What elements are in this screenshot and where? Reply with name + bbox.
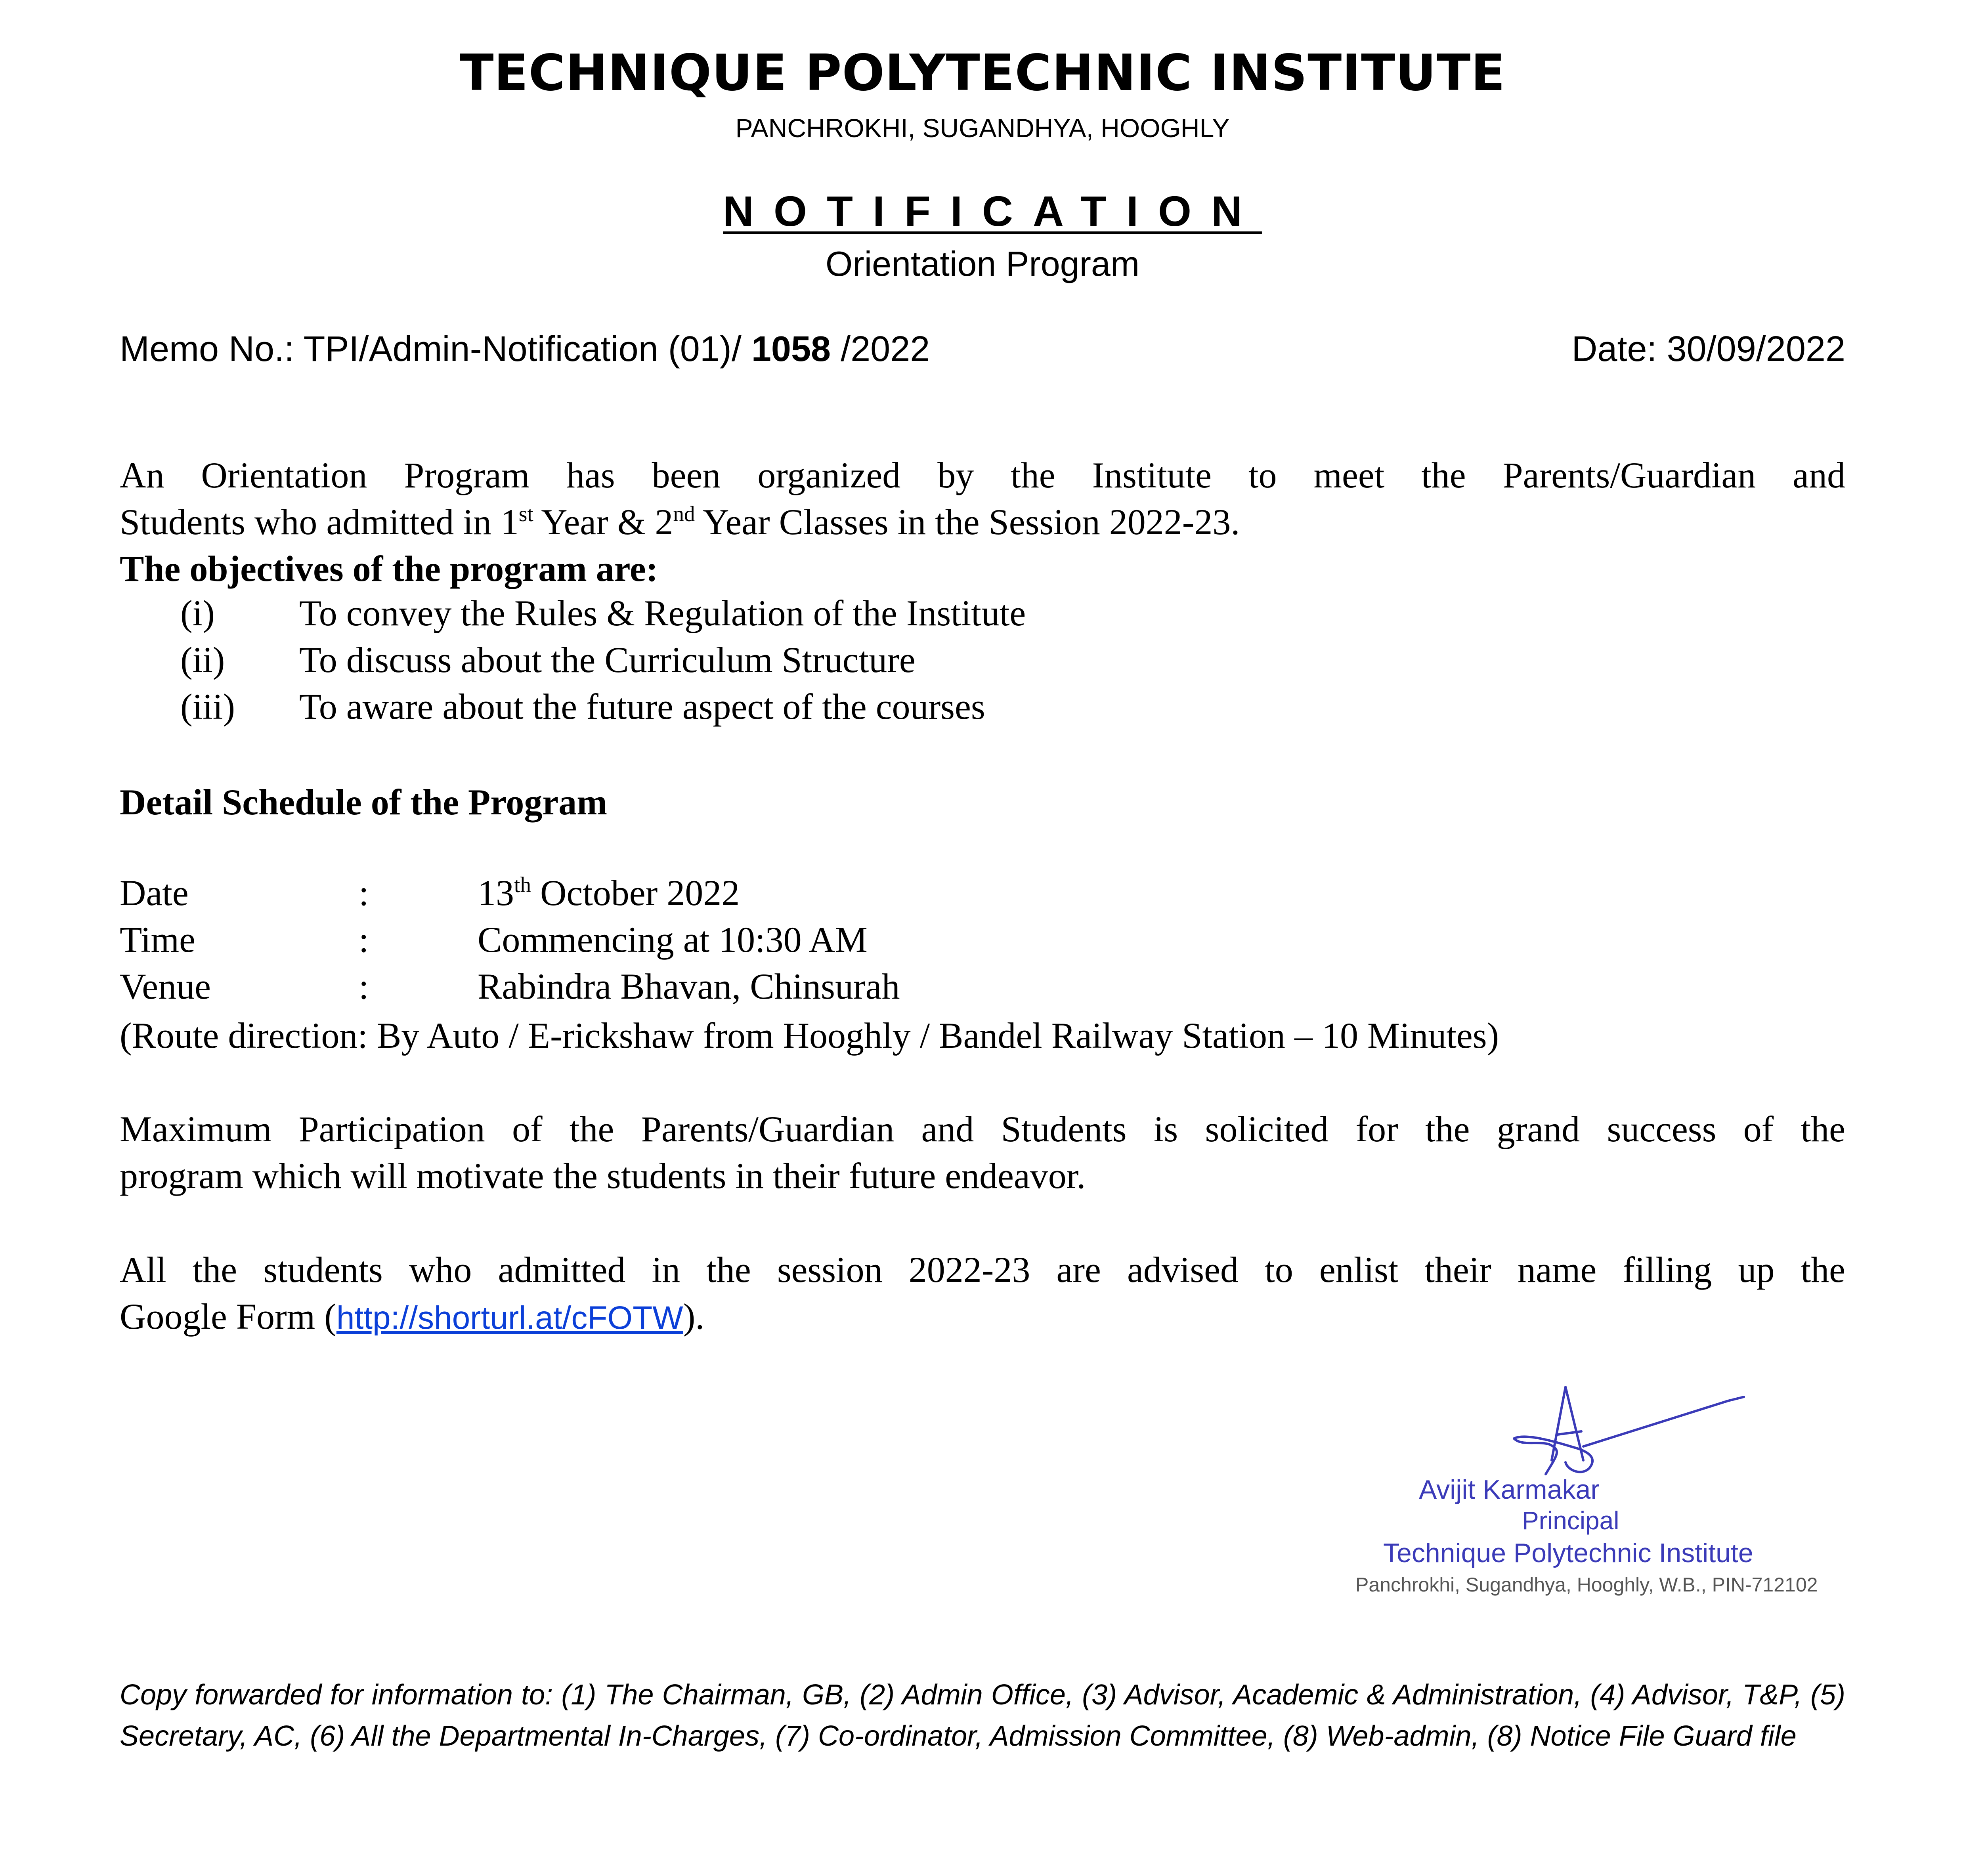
schedule-time-colon: : xyxy=(359,919,369,960)
enlist-text-a: Google Form ( xyxy=(120,1296,336,1337)
signatory-title: Principal xyxy=(1522,1506,1619,1535)
objective-1-text: To convey the Rules & Regulation of the Institute xyxy=(299,593,1026,633)
intro-text-c: Year Classes in the Session 2022-23. xyxy=(695,502,1240,542)
route-direction: (Route direction: By Auto / E-rickshaw from Hooghly / Bandel Railway Station – 10 Minutes) xyxy=(120,1015,1499,1056)
intro-line-1: An Orientation Program has been organized by the Institute to meet the Parents/Guardian and xyxy=(120,455,1845,495)
memo-prefix: Memo No.: TPI/Admin-Notification (01)/ xyxy=(120,329,751,369)
objective-2-text: To discuss about the Curriculum Structure xyxy=(299,640,916,680)
enlist-text-b: ). xyxy=(683,1296,705,1337)
memo-date: Date: 30/09/2022 xyxy=(1571,329,1845,369)
objective-3-text: To aware about the future aspect of the courses xyxy=(299,686,985,727)
schedule-date-day: 13 xyxy=(478,873,514,913)
institute-address: PANCHROKHI, SUGANDHYA, HOOGHLY xyxy=(735,113,1230,143)
signatory-name: Avijit Karmakar xyxy=(1419,1475,1600,1505)
memo-suffix: /2022 xyxy=(831,329,930,369)
enlist-line-2 xyxy=(120,1293,1845,1341)
signatory-institute: Technique Polytechnic Institute xyxy=(1383,1538,1753,1568)
intro-sup-2: nd xyxy=(673,501,695,526)
participation-line-2: program which will motivate the students in their future endeavor. xyxy=(120,1156,1086,1196)
schedule-date-sup: th xyxy=(514,872,531,897)
notification-title-text: NOTIFICATION xyxy=(723,187,1262,235)
intro-text-a: Students who admitted in 1 xyxy=(120,502,519,542)
memo-number xyxy=(120,329,930,370)
schedule-venue-colon: : xyxy=(359,966,369,1007)
schedule-venue-value: Rabindra Bhavan, Chinsurah xyxy=(478,966,900,1007)
institute-name: TECHNIQUE POLYTECHNIC INSTITUTE xyxy=(459,44,1506,102)
objective-1-number: (i) xyxy=(180,593,215,633)
schedule-date-label: Date xyxy=(120,873,189,913)
schedule-venue-label: Venue xyxy=(120,966,211,1007)
enlist-line-1: All the students who admitted in the session 2022-23 are advised to enlist their name filling up the xyxy=(120,1249,1845,1290)
google-form-link[interactable]: http://shorturl.at/cFOTW xyxy=(336,1300,683,1336)
objective-2-number: (ii) xyxy=(180,640,225,680)
copy-forwarded-note: Copy forwarded for information to: (1) The Chairman, GB, (2) Admin Office, (3) Advisor, Academic & Administration, (4) Advisor, T&P, (5) Secretary, AC, (6) All the Departmental In-Charges, (7) Co-ordinator, Admission Committee, (8) Web-admin, (8) Notice File Guard file xyxy=(120,1679,1845,1752)
schedule-time-label: Time xyxy=(120,919,195,960)
intro-text-b: Year & 2 xyxy=(533,502,673,542)
schedule-date-month: October 2022 xyxy=(531,873,740,913)
schedule-date-value xyxy=(478,872,740,914)
participation-line-1: Maximum Participation of the Parents/Guardian and Students is solicited for the grand success of the xyxy=(120,1109,1845,1149)
schedule-time-value: Commencing at 10:30 AM xyxy=(478,919,868,960)
memo-serial: 1058 xyxy=(751,329,831,369)
schedule-date-colon: : xyxy=(359,873,369,913)
signatory-address: Panchrokhi, Sugandhya, Hooghly, W.B., PIN-712102 xyxy=(1355,1574,1818,1596)
notification-subtitle: Orientation Program xyxy=(825,244,1140,283)
objective-3-number: (iii) xyxy=(180,686,235,727)
objectives-heading: The objectives of the program are: xyxy=(120,548,658,589)
intro-sup-1: st xyxy=(518,501,533,526)
intro-line-2 xyxy=(120,499,1845,545)
schedule-heading: Detail Schedule of the Program xyxy=(120,782,607,822)
notification-title xyxy=(0,186,1965,236)
